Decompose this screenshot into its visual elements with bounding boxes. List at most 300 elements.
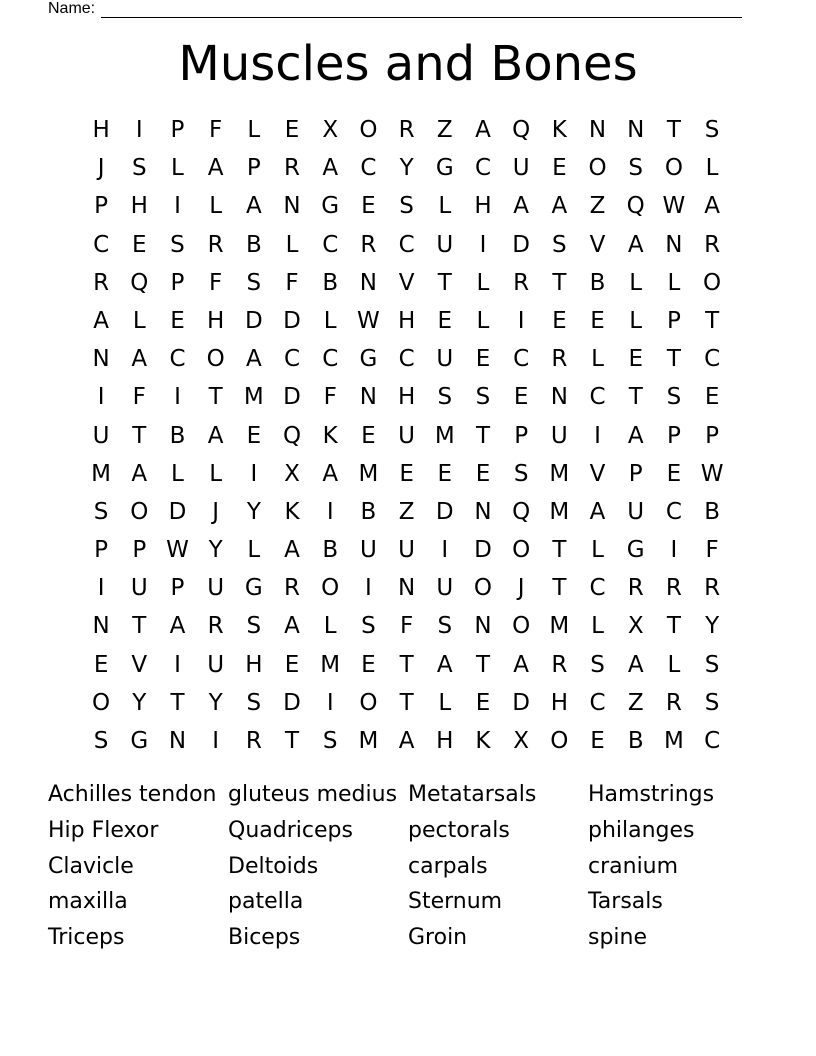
grid-letter: I (97, 575, 105, 602)
word-list-item: Quadriceps (228, 817, 353, 843)
grid-letter: R (284, 155, 301, 182)
grid-letter: S (361, 613, 376, 640)
grid-letter: D (168, 498, 187, 525)
grid-letter: E (361, 193, 376, 220)
grid-letter: E (704, 384, 720, 411)
grid-letter: E (361, 422, 376, 449)
grid-letter: Y (399, 155, 414, 182)
grid-letter: N (588, 117, 607, 143)
grid-letter: R (665, 689, 682, 716)
grid-letter: X (284, 460, 300, 487)
grid-letter: E (666, 460, 682, 487)
grid-letter: T (475, 422, 490, 449)
grid-letter: A (436, 651, 453, 678)
grid-letter: A (245, 346, 262, 373)
grid-letter: I (670, 537, 678, 564)
grid-letter: L (323, 613, 337, 640)
grid-letter: N (474, 498, 492, 525)
grid-letter: G (626, 537, 645, 564)
word-list-item: Sternum (408, 889, 503, 915)
name-label: Name: (48, 0, 96, 17)
grid-letter: N (359, 269, 378, 296)
grid-letter: H (550, 689, 568, 716)
word-list-item: Triceps (48, 925, 125, 951)
grid-letter: C (474, 155, 491, 182)
grid-letter: F (705, 537, 719, 564)
grid-letter: A (513, 651, 530, 678)
grid-letter: D (283, 689, 301, 716)
grid-letter: I (212, 728, 220, 754)
grid-letter: P (628, 460, 643, 487)
grid-letter: I (594, 422, 601, 449)
grid-letter: I (326, 689, 334, 716)
grid-letter: E (590, 728, 605, 754)
grid-letter: Z (627, 689, 644, 716)
grid-letter: H (207, 307, 225, 334)
grid-letter: D (283, 384, 301, 411)
grid-letter: U (359, 537, 377, 564)
grid-letter: S (93, 498, 109, 525)
grid-letter: M (549, 498, 570, 525)
grid-letter: N (550, 384, 568, 411)
grid-letter: E (93, 651, 109, 678)
grid-letter: B (704, 498, 720, 525)
grid-letter: M (243, 384, 264, 411)
grid-letter: S (93, 728, 109, 754)
grid-letter: A (627, 231, 644, 258)
grid-letter: B (627, 728, 644, 754)
page-title: Muscles and Bones (178, 36, 638, 92)
grid-letter: R (665, 575, 682, 602)
grid-letter: T (208, 384, 223, 411)
grid-letter: N (627, 117, 645, 143)
grid-letter: S (704, 117, 720, 143)
grid-letter: R (704, 231, 721, 258)
grid-letter: S (475, 384, 491, 411)
grid-letter: C (589, 689, 606, 716)
grid-letter: U (436, 231, 454, 258)
grid-letter: A (513, 193, 530, 220)
grid-letter: F (285, 269, 299, 296)
grid-letter: C (284, 346, 301, 373)
grid-letter: C (360, 155, 377, 182)
grid-letter: O (359, 117, 378, 143)
grid-letter: M (549, 460, 570, 487)
grid-letter: R (207, 613, 224, 640)
grid-letter: A (551, 193, 568, 220)
grid-letter: A (627, 422, 644, 449)
grid-letter: L (438, 689, 452, 716)
grid-letter: Z (589, 193, 606, 220)
grid-letter: S (628, 155, 644, 182)
grid-letter: Q (130, 269, 149, 296)
grid-letter: L (132, 307, 146, 334)
grid-letter: L (171, 460, 184, 487)
grid-letter: A (589, 498, 606, 525)
grid-letter: F (399, 613, 414, 640)
grid-letter: K (475, 728, 491, 754)
grid-letter: O (359, 689, 378, 716)
grid-letter: L (591, 537, 604, 564)
grid-letter: E (552, 307, 567, 334)
grid-letter: T (437, 269, 452, 296)
grid-letter: S (513, 460, 529, 487)
grid-letter: H (397, 307, 416, 334)
grid-letter: G (244, 575, 263, 602)
grid-letter: C (704, 346, 721, 373)
grid-letter: T (170, 689, 185, 716)
grid-letter: T (399, 689, 414, 716)
grid-letter: H (92, 117, 110, 143)
word-list-item: Tarsals (588, 889, 663, 915)
grid-letter: U (512, 155, 530, 182)
grid-letter: R (627, 575, 644, 602)
word-list-item: maxilla (48, 889, 128, 915)
grid-letter: Y (208, 537, 223, 564)
grid-letter: U (207, 575, 225, 602)
grid-letter: A (131, 460, 148, 487)
grid-letter: L (285, 231, 299, 258)
grid-letter: A (245, 193, 262, 220)
grid-letter: E (590, 307, 605, 334)
grid-letter: M (549, 613, 570, 640)
grid-letter: M (358, 460, 379, 487)
grid-letter: Q (512, 117, 531, 143)
grid-letter: U (436, 575, 454, 602)
word-list-item: Groin (408, 925, 468, 951)
grid-letter: K (322, 422, 338, 449)
grid-letter: M (358, 728, 379, 754)
grid-letter: E (132, 231, 147, 258)
word-list-item: spine (588, 925, 648, 951)
word-list-item: Hip Flexor (48, 817, 159, 843)
grid-letter: U (398, 537, 416, 564)
grid-letter: A (284, 613, 300, 640)
grid-letter: U (627, 498, 645, 525)
grid-letter: V (398, 269, 415, 296)
grid-letter: P (170, 269, 185, 296)
grid-letter: Q (626, 193, 645, 220)
grid-letter: L (209, 193, 223, 220)
word-list-item: philanges (588, 817, 695, 843)
grid-letter: X (513, 728, 530, 754)
grid-letter: L (476, 307, 490, 334)
grid-letter: S (246, 613, 262, 640)
grid-letter: I (326, 498, 334, 525)
grid-letter: Z (398, 498, 415, 525)
grid-letter: A (207, 422, 224, 449)
grid-letter: S (399, 193, 414, 220)
grid-letter: L (438, 193, 452, 220)
grid-letter: E (361, 651, 376, 678)
grid-letter: U (92, 422, 110, 449)
grid-letter: S (437, 613, 453, 640)
grid-letter: H (245, 651, 263, 678)
grid-letter: I (479, 231, 487, 258)
grid-letter: A (322, 460, 339, 487)
grid-letter: E (475, 346, 491, 373)
word-list-item: pectorals (408, 817, 510, 843)
grid-letter: D (244, 307, 263, 334)
grid-letter: S (437, 384, 453, 411)
grid-letter: E (475, 689, 491, 716)
grid-letter: E (399, 460, 414, 487)
grid-letter: N (665, 231, 683, 258)
grid-letter: N (283, 193, 301, 220)
grid-letter: O (473, 575, 493, 602)
grid-letter: A (93, 307, 109, 334)
word-list-item: Biceps (228, 925, 301, 951)
grid-letter: I (365, 575, 372, 602)
grid-letter: A (322, 155, 339, 182)
word-list-item: Clavicle (48, 853, 134, 879)
grid-letter: B (169, 422, 186, 449)
grid-letter: R (551, 651, 568, 678)
grid-letter: M (91, 460, 112, 487)
grid-letter: T (666, 613, 681, 640)
grid-letter: C (704, 728, 721, 754)
grid-letter: P (94, 193, 109, 220)
grid-letter: S (704, 689, 720, 716)
grid-letter: E (513, 384, 529, 411)
grid-letter: O (130, 498, 149, 525)
grid-letter: L (629, 269, 643, 296)
grid-letter: E (284, 117, 300, 143)
word-list-item: gluteus medius (228, 782, 398, 807)
grid-letter: D (512, 231, 531, 258)
grid-letter: J (212, 498, 220, 525)
grid-letter: P (246, 155, 261, 182)
grid-letter: E (284, 651, 300, 678)
grid-letter: T (552, 269, 567, 296)
grid-letter: I (517, 307, 525, 334)
grid-letter: N (397, 575, 416, 602)
grid-letter: U (207, 651, 225, 678)
grid-letter: A (398, 728, 415, 754)
grid-letter: L (591, 346, 604, 373)
grid-letter: H (397, 384, 416, 411)
grid-letter: L (171, 155, 184, 182)
grid-letter: I (97, 384, 105, 411)
grid-letter: L (209, 460, 223, 487)
grid-letter: L (667, 651, 681, 678)
grid-letter: W (166, 537, 189, 564)
grid-letter: F (132, 384, 146, 411)
grid-letter: O (206, 346, 225, 373)
grid-letter: A (169, 613, 186, 640)
grid-letter: D (512, 689, 531, 716)
grid-letter: V (589, 460, 606, 487)
grid-letter: U (550, 422, 568, 449)
grid-letter: F (323, 384, 337, 411)
grid-letter: C (322, 346, 339, 373)
grid-letter: T (475, 651, 490, 678)
grid-letter: M (320, 651, 341, 678)
grid-letter: P (170, 575, 185, 602)
grid-letter: Q (512, 498, 531, 525)
grid-letter: R (93, 269, 110, 296)
grid-letter: S (590, 651, 605, 678)
word-list (48, 777, 768, 956)
grid-letter: D (435, 498, 454, 525)
grid-letter: S (322, 728, 338, 754)
grid-letter: S (131, 155, 147, 182)
grid-letter: A (284, 537, 300, 564)
letter-grid (82, 111, 731, 760)
grid-letter: T (132, 422, 147, 449)
grid-letter: E (437, 460, 453, 487)
grid-letter: N (92, 346, 110, 373)
grid-letter: Y (208, 689, 223, 716)
name-underline (101, 3, 742, 18)
grid-letter: S (170, 231, 185, 258)
grid-letter: T (552, 537, 567, 564)
grid-letter: E (246, 422, 262, 449)
word-list-item: Metatarsals (408, 782, 537, 807)
grid-letter: R (551, 346, 568, 373)
word-list-item: carpals (408, 853, 488, 879)
grid-letter: N (359, 384, 378, 411)
grid-letter: P (666, 307, 681, 334)
grid-letter: B (245, 231, 262, 258)
grid-letter: M (434, 422, 455, 449)
grid-letter: C (398, 346, 415, 373)
grid-letter: R (513, 269, 530, 296)
grid-letter: S (246, 269, 262, 296)
grid-letter: I (174, 651, 181, 678)
grid-letter: W (357, 307, 380, 334)
grid-letter: I (174, 193, 181, 220)
grid-letter: N (92, 613, 110, 640)
grid-letter: H (130, 193, 148, 220)
grid-letter: C (589, 575, 606, 602)
name-field (48, 0, 742, 18)
grid-letter: L (591, 613, 604, 640)
grid-letter: A (131, 346, 148, 373)
grid-letter: A (475, 117, 491, 143)
grid-letter: Y (705, 613, 720, 640)
grid-letter: C (322, 231, 339, 258)
grid-letter: U (130, 575, 148, 602)
grid-letter: A (207, 155, 224, 182)
grid-letter: O (92, 689, 111, 716)
grid-letter: L (705, 155, 719, 182)
grid-letter: X (627, 613, 644, 640)
grid-letter: G (435, 155, 454, 182)
grid-letter: X (322, 117, 339, 143)
grid-letter: P (132, 537, 147, 564)
grid-letter: P (705, 422, 720, 449)
grid-letter: R (245, 728, 262, 754)
word-list-item: Achilles tendon (48, 782, 217, 807)
grid-letter: O (512, 613, 531, 640)
grid-letter: A (627, 651, 644, 678)
grid-letter: C (169, 346, 186, 373)
grid-letter: R (360, 231, 377, 258)
grid-letter: F (209, 117, 223, 143)
grid-letter: Y (132, 689, 147, 716)
grid-letter: R (398, 117, 415, 143)
grid-letter: K (284, 498, 300, 525)
grid-letter: I (174, 384, 181, 411)
grid-letter: R (207, 231, 224, 258)
grid-letter: F (209, 269, 223, 296)
grid-letter: E (437, 307, 453, 334)
grid-letter: S (666, 384, 682, 411)
grid-letter: J (97, 155, 105, 182)
grid-letter: T (705, 307, 720, 334)
grid-letter: T (285, 728, 300, 754)
grid-letter: J (517, 575, 525, 602)
grid-letter: U (398, 422, 416, 449)
grid-letter: T (132, 613, 147, 640)
word-list-item: Hamstrings (588, 782, 715, 807)
grid-letter: L (247, 117, 261, 143)
grid-letter: W (662, 193, 686, 220)
grid-letter: T (399, 651, 414, 678)
grid-letter: V (131, 651, 148, 678)
grid-letter: E (475, 460, 491, 487)
grid-letter: E (170, 307, 185, 334)
grid-letter: C (665, 498, 682, 525)
grid-letter: G (130, 728, 149, 754)
grid-letter: W (700, 460, 724, 487)
grid-letter: S (246, 689, 262, 716)
grid-letter: O (664, 155, 683, 182)
grid-letter: R (284, 575, 301, 602)
grid-letter: U (436, 346, 454, 373)
grid-letter: A (704, 193, 720, 220)
grid-letter: I (441, 537, 449, 564)
grid-letter: P (666, 422, 681, 449)
word-list-item: Deltoids (228, 853, 319, 879)
grid-letter: O (703, 269, 722, 296)
grid-letter: L (323, 307, 337, 334)
grid-letter: I (135, 117, 143, 143)
grid-letter: R (704, 575, 721, 602)
grid-letter: P (170, 117, 185, 143)
grid-letter: C (589, 384, 606, 411)
grid-letter: D (474, 537, 492, 564)
grid-letter: O (588, 155, 607, 182)
grid-letter: B (322, 269, 339, 296)
grid-letter: C (93, 231, 110, 258)
grid-letter: Q (282, 422, 302, 449)
grid-letter: I (250, 460, 258, 487)
grid-letter: N (474, 613, 492, 640)
grid-letter: G (321, 193, 340, 220)
grid-letter: M (663, 728, 684, 754)
grid-letter: L (667, 269, 681, 296)
grid-letter: B (322, 537, 339, 564)
grid-letter: Y (246, 498, 261, 525)
grid-letter: O (512, 537, 531, 564)
grid-letter: G (359, 346, 378, 373)
grid-letter: L (629, 307, 643, 334)
grid-letter: V (589, 231, 606, 258)
grid-letter: S (704, 651, 720, 678)
grid-letter: T (666, 346, 681, 373)
grid-letter: L (247, 537, 261, 564)
grid-letter: O (321, 575, 340, 602)
grid-letter: S (552, 231, 567, 258)
grid-letter: T (666, 117, 681, 143)
grid-letter: N (168, 728, 187, 754)
grid-letter: B (360, 498, 377, 525)
grid-letter: K (551, 117, 567, 143)
grid-letter: P (514, 422, 529, 449)
grid-letter: T (552, 575, 567, 602)
